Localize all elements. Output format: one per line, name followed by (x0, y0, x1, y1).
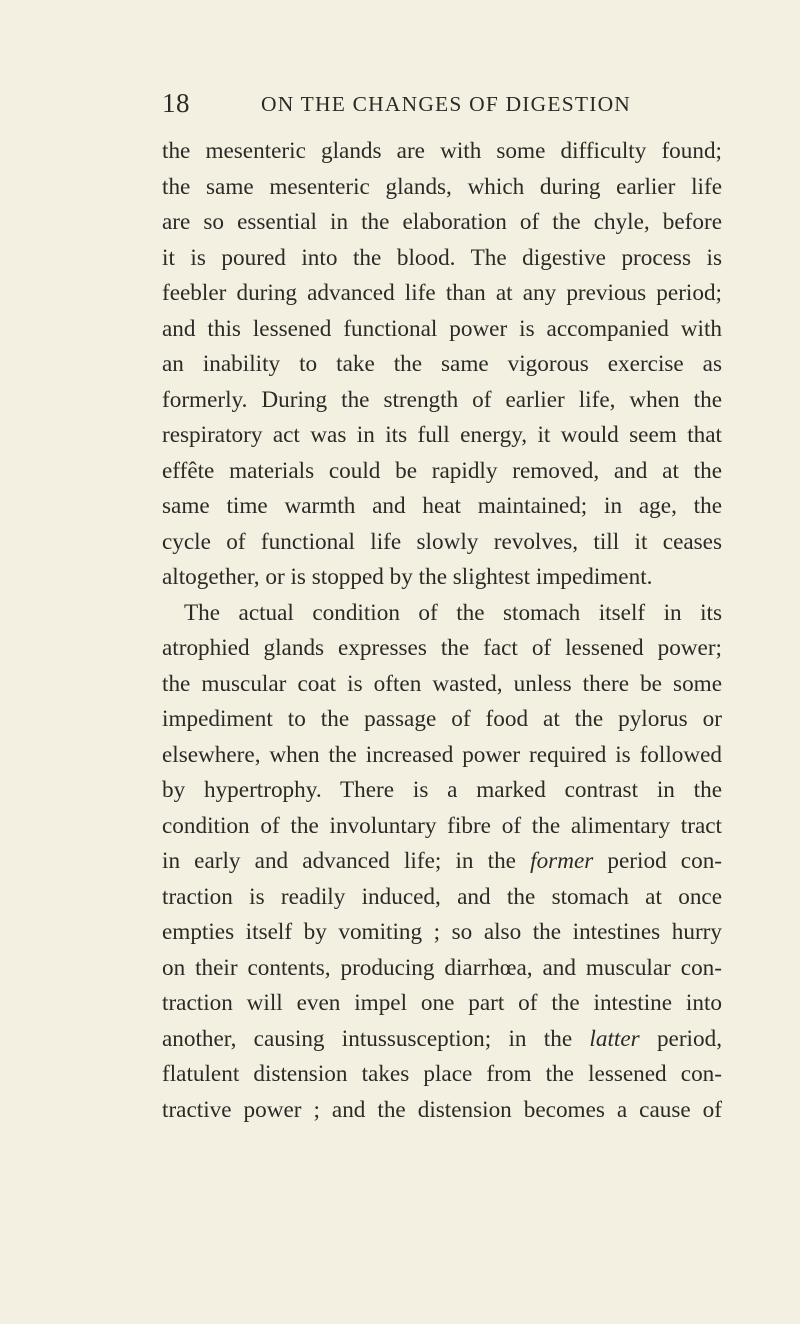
text-line (162, 1022, 722, 1058)
text-line: condition of the involuntary fibre of the alimentary tract (162, 812, 722, 839)
body-text (162, 134, 722, 1128)
page-header (162, 88, 722, 124)
text-line: respiratory act was in its full energy, it would seem that (162, 422, 722, 448)
running-title: ON THE CHANGES OF DIGESTION (261, 92, 632, 116)
text-line: elsewhere, when the increased power required is followed (162, 741, 722, 768)
text-line: tractive power ; and the distension becomes a cause of (162, 1096, 722, 1123)
text-segment: period, (656, 1025, 722, 1052)
text-line: atrophied glands expresses the fact of lessened power; (162, 635, 722, 661)
text-line: and this lessened functional power is accompanied with (162, 315, 722, 342)
text-line: altogether, or is stopped by the slightest impediment. (162, 564, 653, 590)
text-line: effête materials could be rapidly removed, and at the (162, 457, 722, 484)
text-segment: in early and advanced life; in the (162, 848, 516, 874)
text-line: traction is readily induced, and the stomach at once (162, 883, 722, 910)
text-line: are so essential in the elaboration of the chyle, before (162, 209, 722, 235)
text-line: formerly. During the strength of earlier life, when the (162, 386, 722, 413)
text-segment: period con- (607, 848, 723, 874)
text-line: same time warmth and heat maintained; in age, the (162, 493, 722, 519)
page-number: 18 (162, 88, 190, 118)
text-line: impediment to the passage of food at the pylorus or (162, 706, 722, 732)
text-line: traction will even impel one part of the intestine into (162, 990, 722, 1016)
text-line: an inability to take the same vigorous exercise as (162, 351, 722, 377)
text-line: cycle of functional life slowly revolves, till it ceases (162, 528, 722, 555)
text-line: the mesenteric glands are with some difficulty found; (162, 138, 722, 164)
text-line: flatulent distension takes place from the lessened con- (162, 1061, 722, 1087)
text-segment: another, causing intussusception; in the (162, 1025, 573, 1052)
text-line: the same mesenteric glands, which during earlier life (162, 173, 722, 200)
text-line: by hypertrophy. There is a marked contrast in the (162, 777, 722, 803)
text-line: it is poured into the blood. The digestive process is (162, 244, 722, 271)
text-line (162, 844, 722, 880)
text-line: The actual condition of the stomach itself in its (184, 599, 722, 626)
italic-word: former (530, 848, 594, 874)
text-line: empties itself by vomiting ; so also the intestines hurry (162, 919, 722, 945)
italic-word: latter (589, 1025, 640, 1052)
text-line: on their contents, producing diarrhœa, and muscular con- (162, 954, 722, 981)
text-line: feebler during advanced life than at any previous period; (162, 280, 722, 306)
text-line: the muscular coat is often wasted, unless there be some (162, 670, 722, 697)
